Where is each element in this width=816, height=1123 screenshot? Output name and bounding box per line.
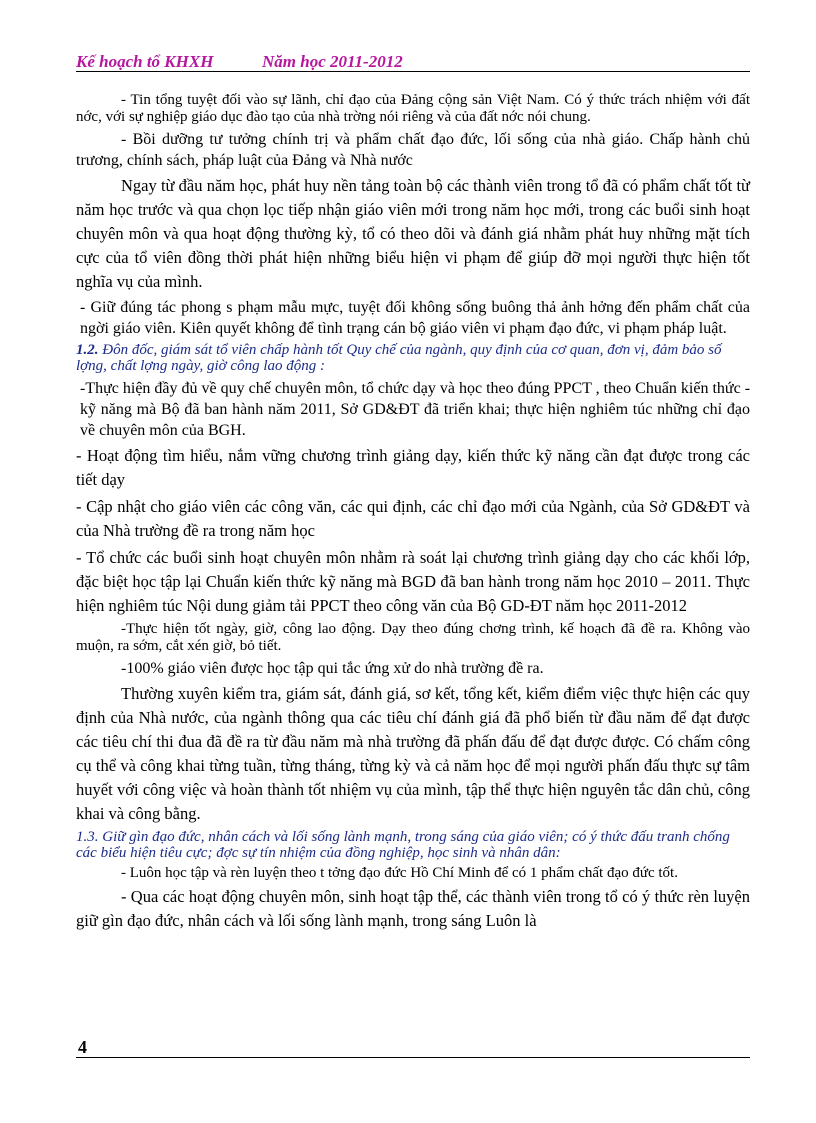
section-heading-1-2 — [76, 342, 750, 374]
paragraph: - Cập nhật cho giáo viên các công văn, các qui định, các chỉ đạo mới của Ngành, của Sở GD&ĐT và của Nhà trường đề ra trong năm học — [76, 497, 750, 540]
header-rule — [76, 71, 750, 72]
paragraph: - Tin tổng tuyệt đối vào sự lãnh, chỉ đạo của Đảng cộng sản Việt Nam. Có ý thức trách nhiệm với đất nớc, với sự nghiệp giáo dục đào tạo của nhà trờng nói riêng và của đất nớc nói chung. — [76, 92, 750, 125]
paragraph: Thường xuyên kiểm tra, giám sát, đánh giá, sơ kết, tổng kết, kiểm điểm việc thực hiện các quy định của Nhà nước, của ngành thông qua các tiêu chí đánh giá đã phổ biến từ đầu năm để đạt được các tiêu chí thi đua đã đề ra từ đầu năm mà nhà trường đã phấn đấu để đạt được được. Có chấm công cụ thể và công khai từng tuần, từng tháng, từng kỳ và cả năm học để mọi người phấn đấu thực sự tâm huyết với công việc và hoàn thành tốt nhiệm vụ của mình, tập thể thực hiện nguyên tắc dân chủ, công khai và công bằng. — [76, 684, 750, 823]
header-year: Năm học 2011-2012 — [262, 52, 403, 71]
paragraph: - Tổ chức các buổi sinh hoạt chuyên môn nhằm rà soát lại chương trình giảng dạy cho các khối lớp, đặc biệt học tập lại Chuẩn kiến thức kỹ năng mà BGD đã ban hành trong năm học 2010 – 2011. Thực hiện nghiêm túc Nội dung giảm tải PPCT theo công văn của Bộ GD-ĐT năm học 2011-2012 — [76, 548, 750, 615]
paragraph: - Luôn học tập và rèn luyện theo t tởng đạo đức Hồ Chí Minh để có 1 phẩm chất đạo đức tốt. — [121, 865, 678, 881]
header-unit: Kế hoạch tổ KHXH — [76, 52, 214, 71]
paragraph: - Giữ đúng tác phong s phạm mẫu mực, tuyệt đối không sống buông thả ảnh hởng đến phẩm chất của ngời giáo viên. Kiên quyết không để tình trạng cán bộ giáo viên vi phạm đạo đức, vi phạm pháp luật. — [80, 299, 750, 337]
paragraph: -Thực hiện đầy đủ về quy chế chuyên môn, tổ chức dạy và học theo đúng PPCT , theo Chuẩn kiến thức - kỹ năng mà Bộ đã ban hành năm 2011, Sở GD&ĐT đã triển khai; thực hiện nghiêm túc những chỉ đạo về chuyên môn của BGH. — [80, 380, 751, 439]
heading-number: 1.2. — [76, 342, 99, 358]
paragraph: - Bồi dưỡng tư tưởng chính trị và phẩm chất đạo đức, lối sống của nhà giáo. Chấp hành chủ trương, chính sách, pháp luật của Đảng và Nhà nước — [76, 131, 750, 169]
document-body — [76, 92, 750, 936]
paragraph: -Thực hiện tốt ngày, giờ, công lao động. Dạy theo đúng chơng trình, kế hoạch đã đề ra. Không vào muộn, ra sớm, cắt xén giờ, bỏ tiết. — [76, 621, 750, 654]
page-number: 4 — [78, 1037, 87, 1057]
paragraph: Ngay từ đầu năm học, phát huy nền tảng toàn bộ các thành viên trong tổ đã có phẩm chất tốt từ năm học trước và qua chọn lọc tiếp nhận giáo viên mới trong năm học mới, trong các buổi sinh hoạt chuyên môn và qua hoạt động thường kỳ, tổ có theo dõi và đánh giá nhằm phát huy những mặt tích cực của tổ viên đồng thời phát hiện những biểu hiện vi phạm để giúp đỡ mọi người thực hiện tốt nghĩa vụ của mình. — [76, 176, 750, 291]
paragraph: - Hoạt động tìm hiểu, nắm vững chương trình giảng dạy, kiến thức kỹ năng cần đạt được trong các tiết dạy — [76, 446, 750, 489]
paragraph: -100% giáo viên được học tập qui tắc ứng xử do nhà trường đề ra. — [121, 660, 544, 677]
heading-text: Đôn đốc, giám sát tổ viên chấp hành tốt Quy chế của ngành, quy định của cơ quan, đơn vị, đảm bảo số lợng, chất lợng ngày, giờ công lao động : — [76, 342, 722, 374]
paragraph: - Qua các hoạt động chuyên môn, sinh hoạt tập thể, các thành viên trong tổ có ý thức rèn luyện giữ gìn đạo đức, nhân cách và lối sống lành mạnh, trong sáng Luôn là — [76, 887, 750, 930]
section-heading-1-3: 1.3. Giữ gìn đạo đức, nhân cách và lối sống lành mạnh, trong sáng của giáo viên; có ý thức đấu tranh chống các biểu hiện tiêu cực; đợc sự tín nhiệm của đồng nghiệp, học sinh và nhân dân: — [76, 829, 730, 861]
footer-rule — [76, 1057, 750, 1058]
